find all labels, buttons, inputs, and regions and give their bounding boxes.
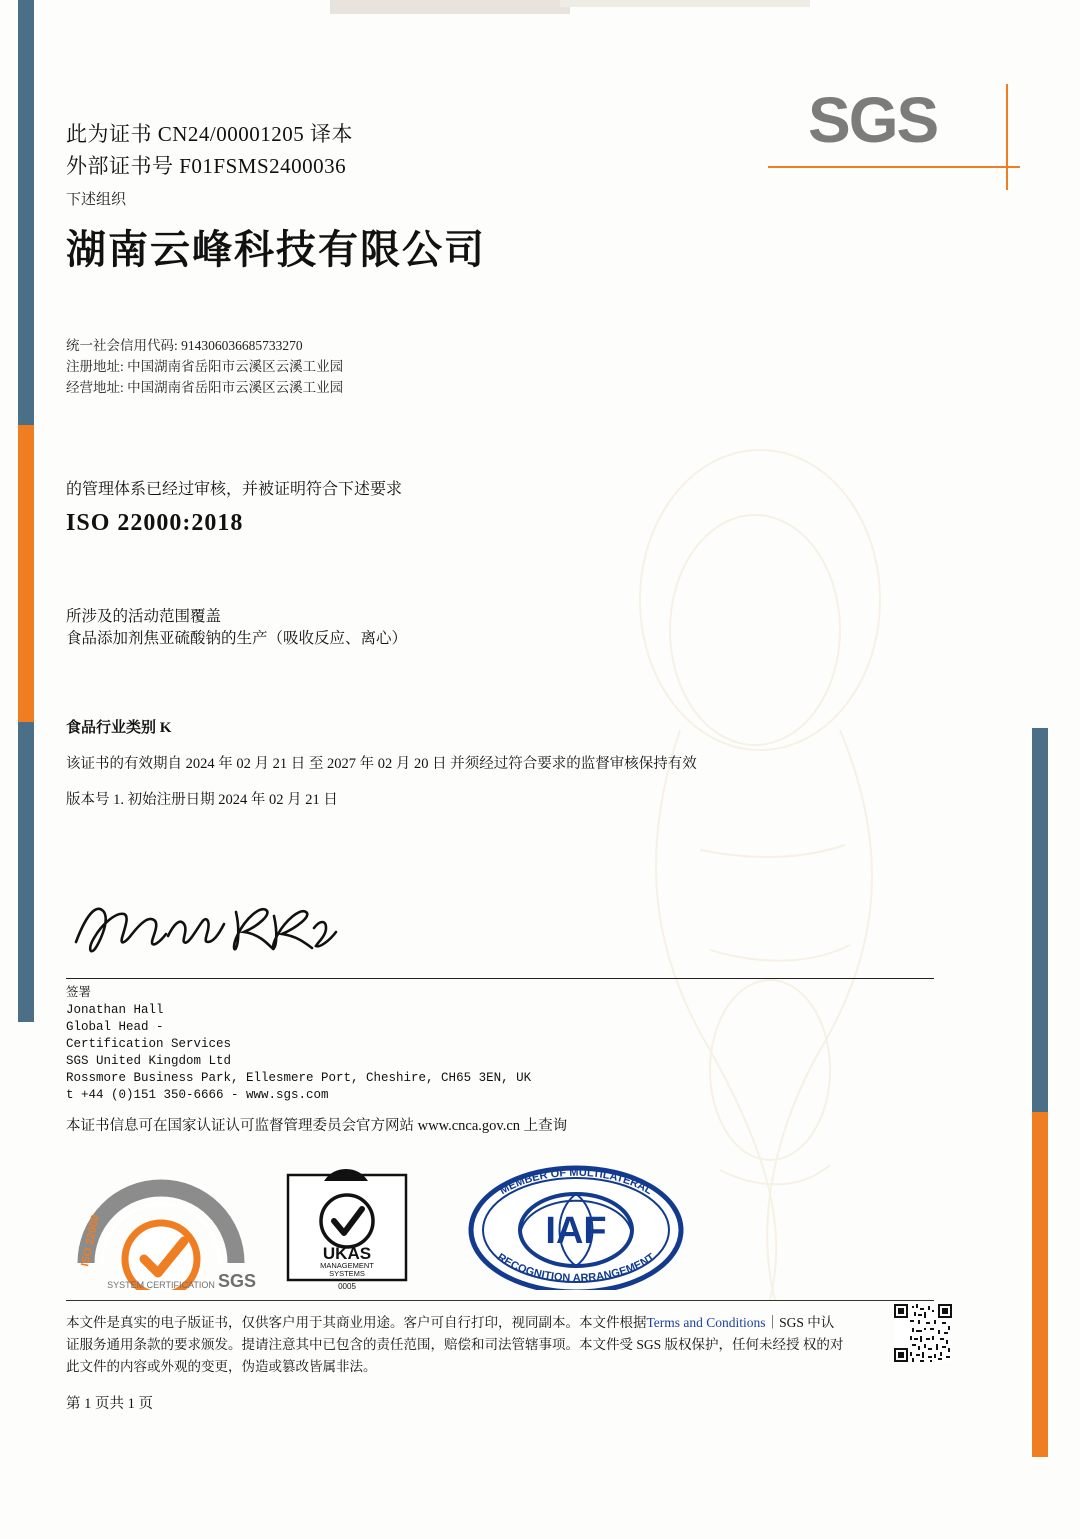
scope-label: 所涉及的活动范围覆盖 xyxy=(66,608,222,625)
validity-period: 该证书的有效期自 2024 年 02 月 21 日 至 2027 年 02 月 20 日 并须经过符合要求的监督审核保持有效 xyxy=(66,756,697,772)
svg-text:UKAS: UKAS xyxy=(322,1244,372,1263)
left-blue-bar-bottom xyxy=(18,722,34,1022)
standard-name: ISO 22000:2018 xyxy=(66,510,244,536)
footer-separator: ｜ xyxy=(765,1315,780,1330)
svg-text:IAF: IAF xyxy=(545,1210,607,1252)
organization-name: 湖南云峰科技有限公司 xyxy=(66,227,486,272)
issue-info: 版本号 1. 初始注册日期 2024 年 02 月 21 日 xyxy=(66,792,338,808)
footer-sgs-label: SGS xyxy=(779,1315,804,1330)
issuer-contact: t +44 (0)151 350-6666 - www.sgs.com xyxy=(66,1088,329,1102)
iso-22000-sgs-mark xyxy=(79,1188,256,1290)
svg-text:RECOGNITION ARRANGEMENT: RECOGNITION ARRANGEMENT xyxy=(494,1251,658,1285)
sgs-logo-text: SGS xyxy=(808,84,938,156)
left-orange-bar xyxy=(18,425,34,725)
page-edge-artifact xyxy=(330,0,570,14)
svg-text:ISO 22000: ISO 22000 xyxy=(79,1213,102,1268)
accreditation-marks xyxy=(66,1155,826,1295)
right-orange-bar xyxy=(1032,1112,1048,1457)
footer-disclaimer xyxy=(66,1312,846,1378)
left-blue-bar-top xyxy=(18,0,34,430)
sgs-logo-rule-horizontal xyxy=(768,166,1020,168)
signatory-title-line-2: Certification Services xyxy=(66,1037,232,1051)
issuer-company: SGS United Kingdom Ltd xyxy=(66,1054,232,1068)
footer-rule xyxy=(66,1300,934,1301)
right-blue-bar xyxy=(1032,728,1048,1118)
footer-part-3: 权的对此文件的内容或外观的变更，伪造或篡改皆属非法。 xyxy=(66,1337,844,1374)
page-edge-artifact-2 xyxy=(560,0,810,7)
organization-label: 下述组织 xyxy=(66,192,127,208)
svg-text:SGS: SGS xyxy=(218,1271,257,1290)
sgs-logo-rule-vertical xyxy=(1006,84,1008,190)
signatory-title-line-1: Global Head - xyxy=(66,1020,164,1034)
sign-label: 签署 xyxy=(66,986,92,1000)
svg-text:0005: 0005 xyxy=(338,1282,356,1290)
signatory-name: Jonathan Hall xyxy=(66,1003,164,1017)
cnca-verification-line: 本证书信息可在国家认证认可监督管理委员会官方网站 www.cnca.gov.cn 上查询 xyxy=(66,1118,568,1134)
external-certificate-number: 外部证书号 F01FSMS2400036 xyxy=(66,154,347,178)
conformity-statement: 的管理体系已经过审核，并被证明符合下述要求 xyxy=(66,481,403,498)
footer-part-2: 中认证服务通用条款的要求颁发。提请注意其中已包含的责任范围，赔偿和司法管辖事项。本文件受 SGS 版权保护，任何未经授 xyxy=(66,1315,835,1352)
marks-graphics xyxy=(66,1155,826,1290)
business-address: 经营地址: 中国湖南省岳阳市云溪区云溪工业园 xyxy=(66,380,344,395)
registered-address: 注册地址: 中国湖南省岳阳市云溪区云溪工业园 xyxy=(66,359,344,374)
svg-text:MANAGEMENT: MANAGEMENT xyxy=(320,1261,374,1270)
terms-and-conditions-link[interactable]: Terms and Conditions xyxy=(646,1315,766,1330)
sgs-logo xyxy=(808,84,1008,193)
signatory-block xyxy=(66,985,231,1053)
svg-text:MEMBER OF MULTILATERAL: MEMBER OF MULTILATERAL xyxy=(497,1166,655,1198)
svg-text:SYSTEM CERTIFICATION: SYSTEM CERTIFICATION xyxy=(107,1280,215,1290)
signature-image xyxy=(68,890,348,970)
signature-rule xyxy=(66,978,934,979)
scope-text: 食品添加剂焦亚硫酸钠的生产（吸收反应、离心） xyxy=(66,630,408,647)
credit-code: 统一社会信用代码: 914306036685733270 xyxy=(66,338,303,353)
issuer-address: Rossmore Business Park, Ellesmere Port, Cheshire, CH65 3EN, UK xyxy=(66,1071,532,1085)
svg-text:SYSTEMS: SYSTEMS xyxy=(329,1269,365,1278)
footer-part-1: 本文件是真实的电子版证书，仅供客户用于其商业用途。客户可自行打印，视同副本。本文件根据 xyxy=(66,1315,647,1330)
certificate-translation-number: 此为证书 CN24/00001205 译本 xyxy=(66,122,354,146)
ukas-mark xyxy=(288,1169,406,1290)
issuer-address-block xyxy=(66,1053,531,1104)
iaf-mark xyxy=(471,1167,681,1290)
qr-code[interactable] xyxy=(894,1304,952,1362)
page-number: 第 1 页共 1 页 xyxy=(66,1396,153,1412)
industry-category: 食品行业类别 K xyxy=(66,720,172,736)
organization-details xyxy=(66,335,343,398)
